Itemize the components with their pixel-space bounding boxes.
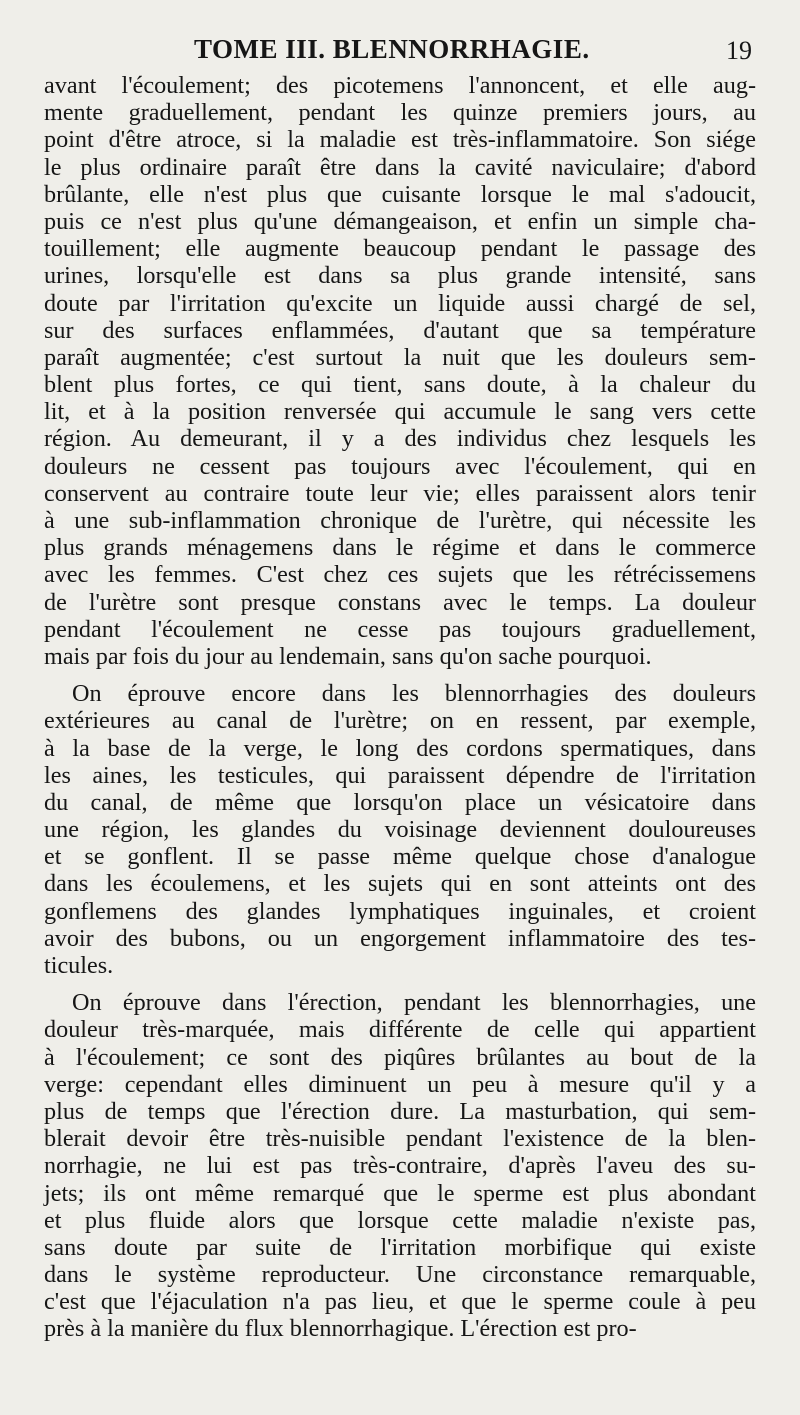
text-line: On éprouve dans l'érection, pendant les blennorrhagies, une <box>72 989 756 1017</box>
text-line: touillement; elle augmente beaucoup pendant le passage des <box>44 235 756 263</box>
text-line: urines, lorsqu'elle est dans sa plus grande intensité, sans <box>44 262 756 290</box>
text-line: norrhagie, ne lui est pas très-contraire, d'après l'aveu des su- <box>44 1152 756 1180</box>
text-line: région. Au demeurant, il y a des individus chez lesquels les <box>44 425 756 453</box>
running-title: TOME III. BLENNORRHAGIE. <box>194 34 590 64</box>
text-line: une région, les glandes du voisinage deviennent douloureuses <box>44 816 756 844</box>
text-line: blerait devoir être très-nuisible pendant l'existence de la blen- <box>44 1125 756 1153</box>
text-line: ticules. <box>44 952 114 979</box>
text-line: avoir des bubons, ou un engorgement inflammatoire des tes- <box>44 924 756 952</box>
text-line: à une sub-inflammation chronique de l'urètre, qui nécessite les <box>44 507 756 534</box>
body-text <box>44 72 756 1343</box>
text-line: le plus ordinaire paraît être dans la cavité naviculaire; d'abord <box>44 153 756 181</box>
paragraph <box>44 989 756 1342</box>
text-line: brûlante, elle n'est plus que cuisante lorsque le mal s'adoucit, <box>44 180 756 208</box>
text-line: verge: cependant elles diminuent un peu à mesure qu'il y a <box>44 1070 756 1098</box>
text-line: sur des surfaces enflammées, d'autant que sa température <box>44 316 756 344</box>
text-line: On éprouve encore dans les blennorrhagies des douleurs <box>72 680 756 708</box>
text-line: et plus fluide alors que lorsque cette maladie n'existe pas, <box>44 1206 756 1234</box>
page-header <box>44 34 756 72</box>
page-number: 19 <box>726 36 752 65</box>
text-line: lit, et à la position renversée qui accumule le sang vers cette <box>44 398 756 426</box>
text-line: avant l'écoulement; des picotemens l'annoncent, et elle aug- <box>44 72 756 99</box>
text-line: blent plus fortes, ce qui tient, sans doute, à la chaleur du <box>44 371 756 399</box>
paragraph-gap <box>44 670 756 680</box>
text-line: mente graduellement, pendant les quinze premiers jours, au <box>44 99 756 127</box>
text-line: extérieures au canal de l'urètre; on en ressent, par exemple, <box>44 707 756 735</box>
text-line: conservent au contraire toute leur vie; elles paraissent alors tenir <box>44 479 756 507</box>
paragraph <box>44 72 756 670</box>
text-line: pendant l'écoulement ne cesse pas toujours graduellement, <box>44 615 756 643</box>
text-line: dans les écoulemens, et les sujets qui en sont atteints ont des <box>44 870 756 898</box>
text-line: à la base de la verge, le long des cordons spermatiques, dans <box>44 734 756 762</box>
text-line: douleurs ne cessent pas toujours avec l'écoulement, qui en <box>44 452 756 480</box>
paragraph <box>44 680 756 979</box>
text-line: près à la manière du flux blennorrhagique. L'érection est pro- <box>44 1315 637 1343</box>
text-line: point d'être atroce, si la maladie est très-inflammatoire. Son siége <box>44 126 756 154</box>
text-line: les aines, les testicules, qui paraissent dépendre de l'irritation <box>44 761 756 789</box>
text-line: avec les femmes. C'est chez ces sujets que les rétrécissemens <box>44 561 756 589</box>
text-line: du canal, de même que lorsqu'on place un vésicatoire dans <box>44 788 756 816</box>
text-line: paraît augmentée; c'est surtout la nuit que les douleurs sem- <box>44 343 756 371</box>
text-line: doute par l'irritation qu'excite un liquide aussi chargé de sel, <box>44 289 756 317</box>
text-line: plus de temps que l'érection dure. La masturbation, qui sem- <box>44 1097 756 1125</box>
paragraph-gap <box>44 979 756 989</box>
text-line: douleur très-marquée, mais différente de celle qui appartient <box>44 1016 756 1044</box>
text-line: et se gonflent. Il se passe même quelque chose d'analogue <box>44 843 756 871</box>
text-line: gonflemens des glandes lymphatiques inguinales, et croient <box>44 897 756 925</box>
text-line: dans le système reproducteur. Une circonstance remarquable, <box>44 1261 756 1289</box>
text-line: puis ce n'est plus qu'une démangeaison, et enfin un simple cha- <box>44 207 756 235</box>
text-line: jets; ils ont même remarqué que le sperme est plus abondant <box>44 1179 756 1207</box>
text-line: mais par fois du jour au lendemain, sans qu'on sache pourquoi. <box>44 642 652 670</box>
text-line: sans doute par suite de l'irritation morbifique qui existe <box>44 1233 756 1261</box>
text-line: plus grands ménagemens dans le régime et dans le commerce <box>44 534 756 562</box>
text-line: à l'écoulement; ce sont des piqûres brûlantes au bout de la <box>44 1043 756 1071</box>
text-line: c'est que l'éjaculation n'a pas lieu, et que le sperme coule à peu <box>44 1288 756 1316</box>
text-line: de l'urètre sont presque constans avec le temps. La douleur <box>44 588 756 616</box>
